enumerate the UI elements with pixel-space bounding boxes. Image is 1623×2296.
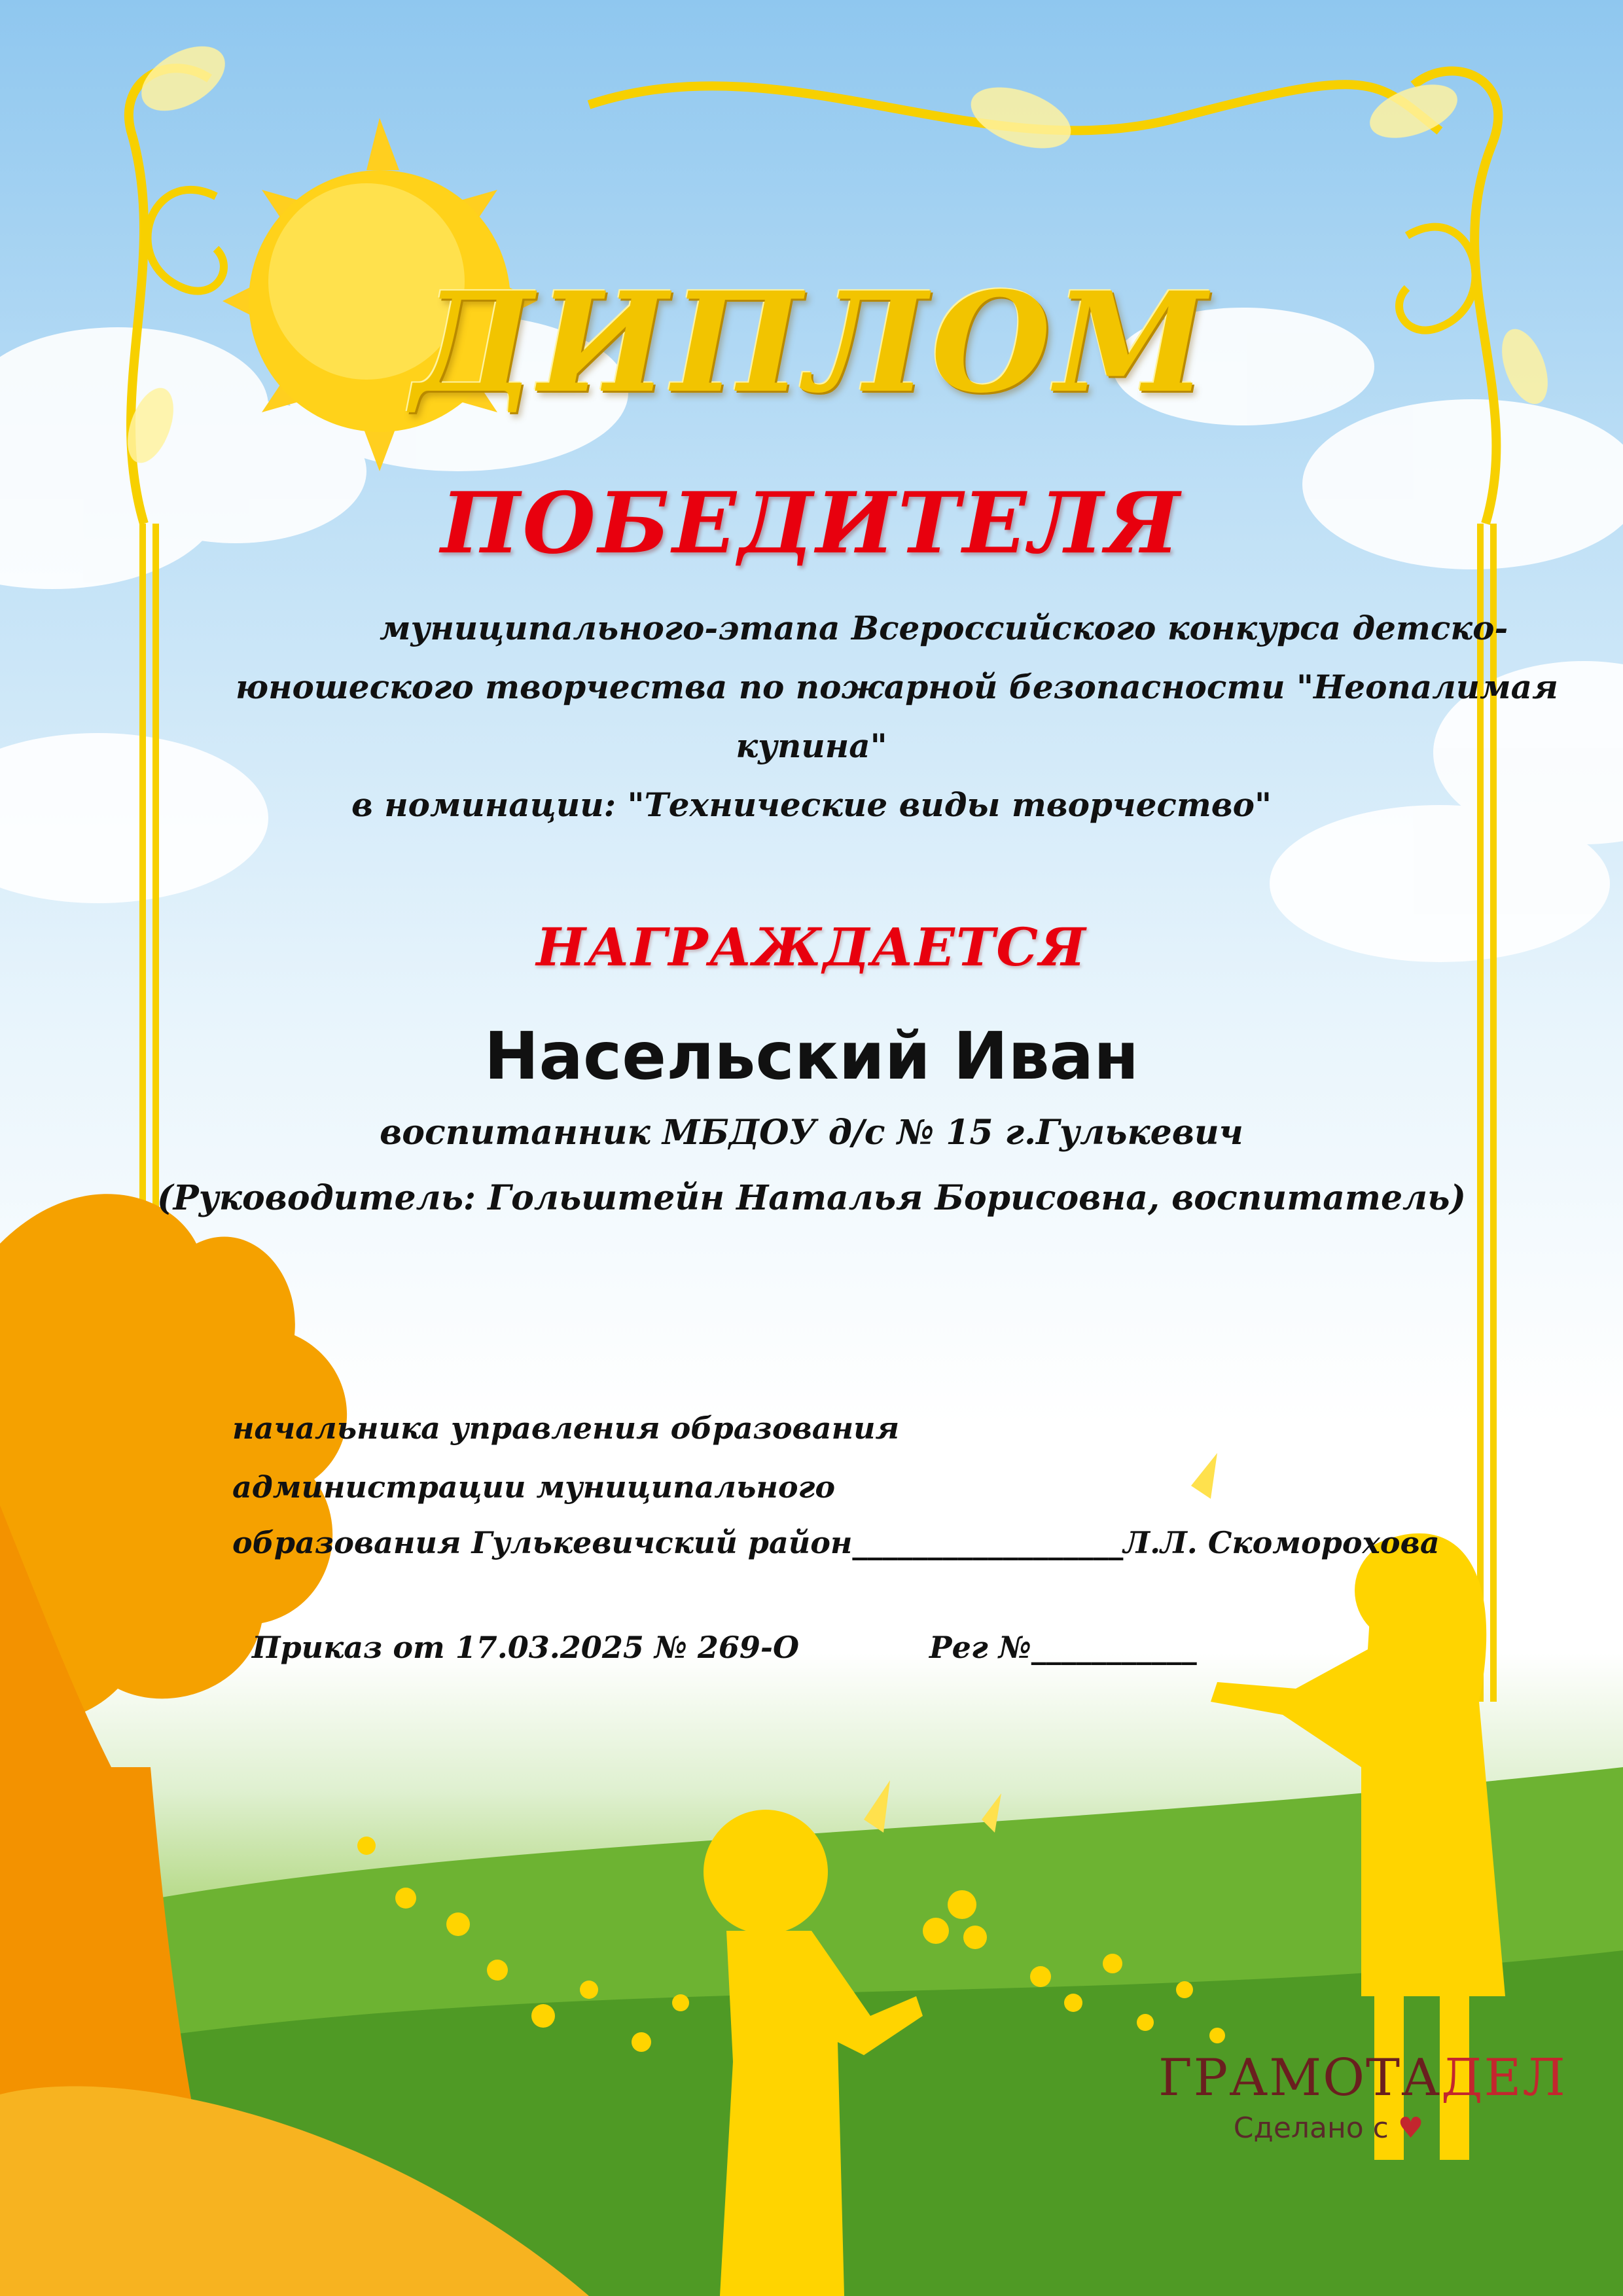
description-line-1: муниципального-этапа Всероссийского конкурса детско- (380, 609, 1508, 647)
watermark-brand-part2: ДЕЛ (1441, 2049, 1567, 2108)
recipient-name: Насельский Иван (484, 1018, 1139, 1094)
order-number: Приказ от 17.03.2025 № 269-О (252, 1630, 800, 1665)
signature-line-1: начальника управления образования (232, 1410, 900, 1446)
registration-number: Рег №___________ (929, 1630, 1197, 1665)
description-line-3: купина" (736, 726, 887, 765)
diploma-subtitle: ПОБЕДИТЕЛЯ (440, 475, 1183, 573)
watermark-tagline: Сделано с (1233, 2111, 1389, 2145)
description-line-2: юношеского творчества по пожарной безопасности "Неопалимая (236, 668, 1558, 706)
signature-line-3: образования Гулькевичский район__________________Л.Л. Скоморохова (232, 1525, 1440, 1560)
watermark-brand-part1: ГРАМОТА (1158, 2049, 1442, 2108)
supervisor-line: (Руководитель: Гольштейн Наталья Борисовна, воспитатель) (156, 1178, 1467, 1218)
awarded-label: НАГРАЖДАЕТСЯ (536, 916, 1087, 978)
diploma-title: ДИПЛОМ (412, 262, 1211, 423)
signature-line-2: администрации муниципального (232, 1469, 836, 1505)
heart-icon: ♥ (1397, 2111, 1424, 2145)
recipient-info: воспитанник МБДОУ д/с № 15 г.Гулькевич (380, 1113, 1243, 1153)
description-line-4: в номинации: "Технические виды творчество" (351, 785, 1272, 824)
watermark-logo (1158, 2049, 1567, 2145)
